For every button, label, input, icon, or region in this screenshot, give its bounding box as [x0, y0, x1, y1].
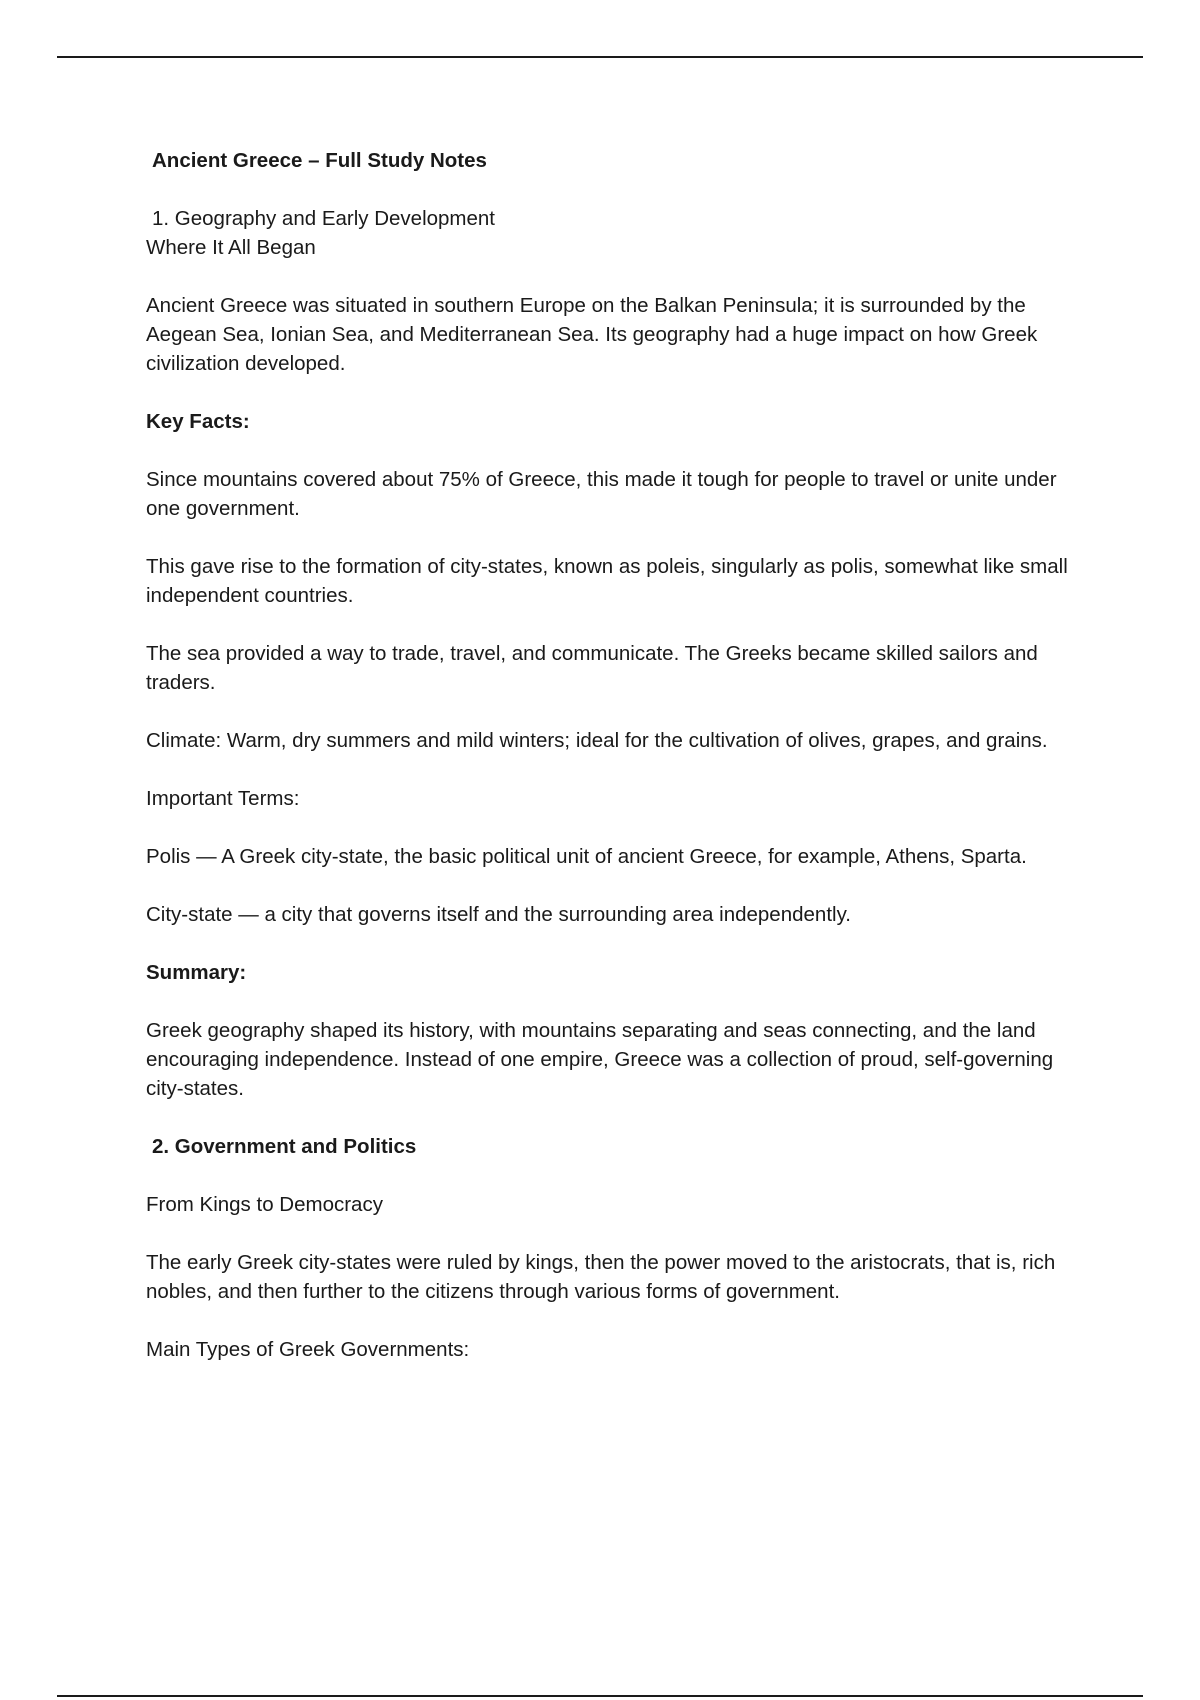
section-1-heading: 1. Geography and Early Development	[152, 207, 496, 230]
fact-paragraph: The sea provided a way to trade, travel, and communicate. The Greeks became skilled sailors and traders.	[146, 642, 1038, 694]
fact-paragraph: Climate: Warm, dry summers and mild winters; ideal for the cultivation of olives, grapes, and grains.	[146, 729, 1048, 752]
summary-label: Summary:	[146, 961, 247, 984]
term-definition: City-state — a city that governs itself and the surrounding area independently.	[146, 903, 851, 926]
header-rule	[57, 56, 1143, 58]
section-1-subheading: Where It All Began	[146, 236, 316, 259]
fact-paragraph: Since mountains covered about 75% of Greece, this made it tough for people to travel or unite under one government.	[146, 468, 1057, 520]
term-definition: Polis — A Greek city-state, the basic political unit of ancient Greece, for example, Athens, Sparta.	[146, 845, 1027, 868]
key-facts-label: Key Facts:	[146, 410, 250, 433]
section-2-subheading: From Kings to Democracy	[146, 1193, 383, 1216]
important-terms-label: Important Terms:	[146, 787, 300, 810]
section-2-heading: 2. Government and Politics	[152, 1135, 417, 1158]
footer-rule	[57, 1695, 1143, 1697]
section-2-intro: The early Greek city-states were ruled by kings, then the power moved to the aristocrats, that is, rich nobles, and then further to the citizens through various forms of government.	[146, 1251, 1056, 1303]
document-title: Ancient Greece – Full Study Notes	[152, 149, 487, 172]
fact-paragraph: This gave rise to the formation of city-states, known as poleis, singularly as polis, somewhat like small independent countries.	[146, 555, 1068, 607]
section-1-intro: Ancient Greece was situated in southern Europe on the Balkan Peninsula; it is surrounded by the Aegean Sea, Ionian Sea, and Mediterranean Sea. Its geography had a huge impact on how Greek civilization developed.	[146, 294, 1038, 375]
government-types-label: Main Types of Greek Governments:	[146, 1338, 470, 1361]
summary-paragraph: Greek geography shaped its history, with mountains separating and seas connecting, and the land encouraging independence. Instead of one empire, Greece was a collection of proud, self-governing city-states.	[146, 1019, 1054, 1100]
document-body	[146, 146, 1096, 1364]
